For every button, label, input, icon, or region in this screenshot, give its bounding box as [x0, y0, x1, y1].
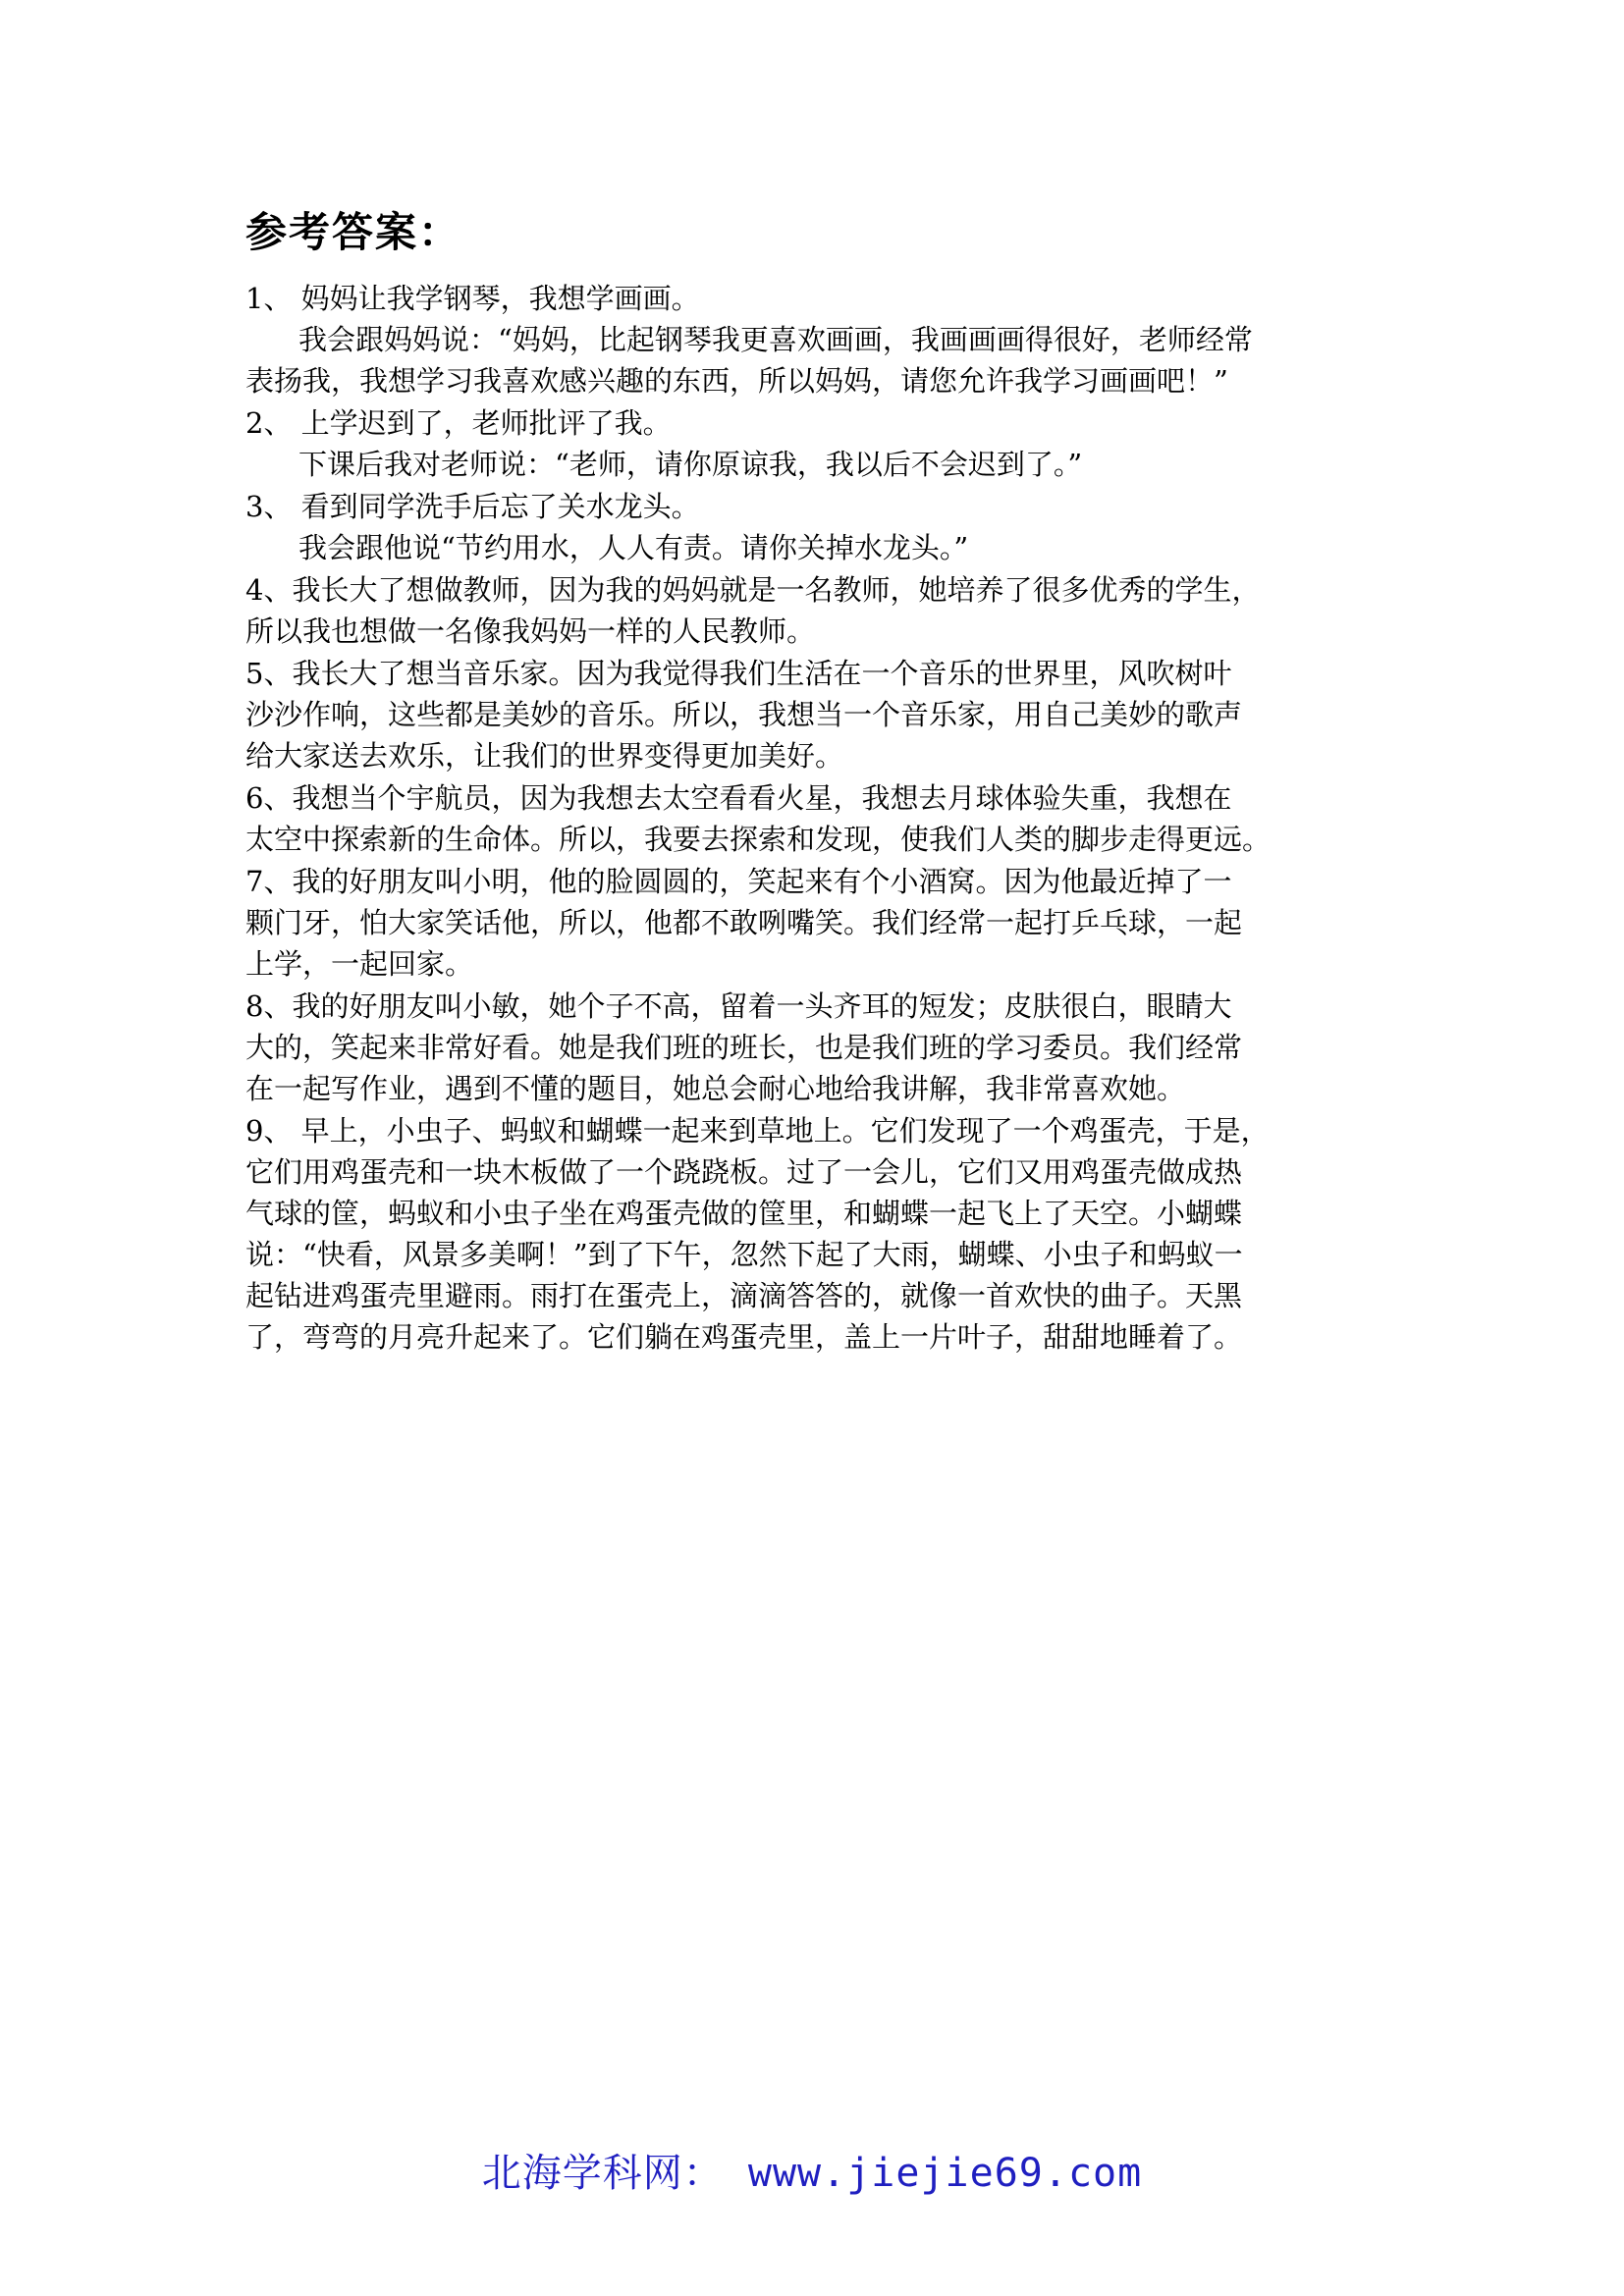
answer-line: 说：“快看，风景多美啊！”到了下午，忽然下起了大雨，蝴蝶、小虫子和蚂蚁一 — [245, 1238, 1243, 1271]
answer-line: 9、 早上，小虫子、蚂蚁和蝴蝶一起来到草地上。它们发现了一个鸡蛋壳，于是， — [245, 1114, 1270, 1148]
answer-line: 3、 看到同学洗手后忘了关水龙头。 — [245, 490, 700, 523]
answer-line: 8、我的好朋友叫小敏，她个子不高，留着一头齐耳的短发；皮肤很白，眼睛大 — [245, 989, 1232, 1023]
page-title: 参考答案： — [245, 208, 462, 256]
answer-item — [245, 402, 1384, 485]
answer-line: 4、我长大了想做教师，因为我的妈妈就是一名教师，她培养了很多优秀的学生， — [245, 573, 1261, 607]
answer-line: 气球的筐，蚂蚁和小虫子坐在鸡蛋壳做的筐里，和蝴蝶一起飞上了天空。小蝴蝶 — [245, 1197, 1243, 1230]
answer-line: 我会跟他说“节约用水，人人有责。请你关掉水龙头。” — [298, 531, 969, 564]
answer-line: 在一起写作业，遇到不懂的题目，她总会耐心地给我讲解，我非常喜欢她。 — [245, 1072, 1186, 1105]
answer-line: 它们用鸡蛋壳和一块木板做了一个跷跷板。过了一会儿，它们又用鸡蛋壳做成热 — [245, 1155, 1243, 1189]
answer-line: 表扬我，我想学习我喜欢感兴趣的东西，所以妈妈，请您允许我学习画画吧！” — [245, 364, 1228, 398]
answer-item — [245, 1110, 1384, 1358]
answer-line: 6、我想当个宇航员，因为我想去太空看看火星，我想去月球体验失重，我想在 — [245, 781, 1232, 815]
footer-watermark: 北海学科网： www.jiejie69.com — [481, 2151, 1143, 2196]
answer-line: 起钻进鸡蛋壳里避雨。雨打在蛋壳上，滴滴答答的，就像一首欢快的曲子。天黑 — [245, 1279, 1243, 1312]
answer-line: 7、我的好朋友叫小明，他的脸圆圆的，笑起来有个小酒窝。因为他最近掉了一 — [245, 865, 1232, 898]
answer-item — [245, 653, 1384, 776]
answer-line: 1、 妈妈让我学钢琴，我想学画画。 — [245, 282, 700, 315]
answer-line: 给大家送去欢乐，让我们的世界变得更加美好。 — [245, 739, 844, 773]
answer-list — [245, 278, 1384, 1358]
answer-line: 大的，笑起来非常好看。她是我们班的班长，也是我们班的学习委员。我们经常 — [245, 1031, 1243, 1064]
answer-item — [245, 777, 1384, 860]
answer-item — [245, 486, 1384, 568]
answer-line: 了，弯弯的月亮升起来了。它们躺在鸡蛋壳里，盖上一片叶子，甜甜地睡着了。 — [245, 1320, 1243, 1354]
answer-line: 5、我长大了想当音乐家。因为我觉得我们生活在一个音乐的世界里，风吹树叶 — [245, 657, 1232, 690]
answer-line: 上学，一起回家。 — [245, 947, 474, 981]
answer-line: 我会跟妈妈说：“妈妈，比起钢琴我更喜欢画画，我画画画得很好，老师经常 — [298, 323, 1253, 356]
answer-line: 下课后我对老师说：“老师，请你原谅我，我以后不会迟到了。” — [298, 448, 1083, 481]
answer-item — [245, 986, 1384, 1109]
answer-line: 太空中探索新的生命体。所以，我要去探索和发现，使我们人类的脚步走得更远。 — [245, 823, 1272, 856]
answer-item — [245, 278, 1384, 401]
answer-line: 所以我也想做一名像我妈妈一样的人民教师。 — [245, 614, 816, 648]
answer-line: 沙沙作响，这些都是美妙的音乐。所以，我想当一个音乐家，用自己美妙的歌声 — [245, 698, 1243, 731]
answer-item — [245, 569, 1384, 652]
answer-content — [245, 201, 1384, 1358]
answer-item — [245, 861, 1384, 985]
answer-line: 颗门牙，怕大家笑话他，所以，他都不敢咧嘴笑。我们经常一起打乒乓球，一起 — [245, 906, 1243, 939]
answer-line: 2、 上学迟到了，老师批评了我。 — [245, 406, 672, 440]
